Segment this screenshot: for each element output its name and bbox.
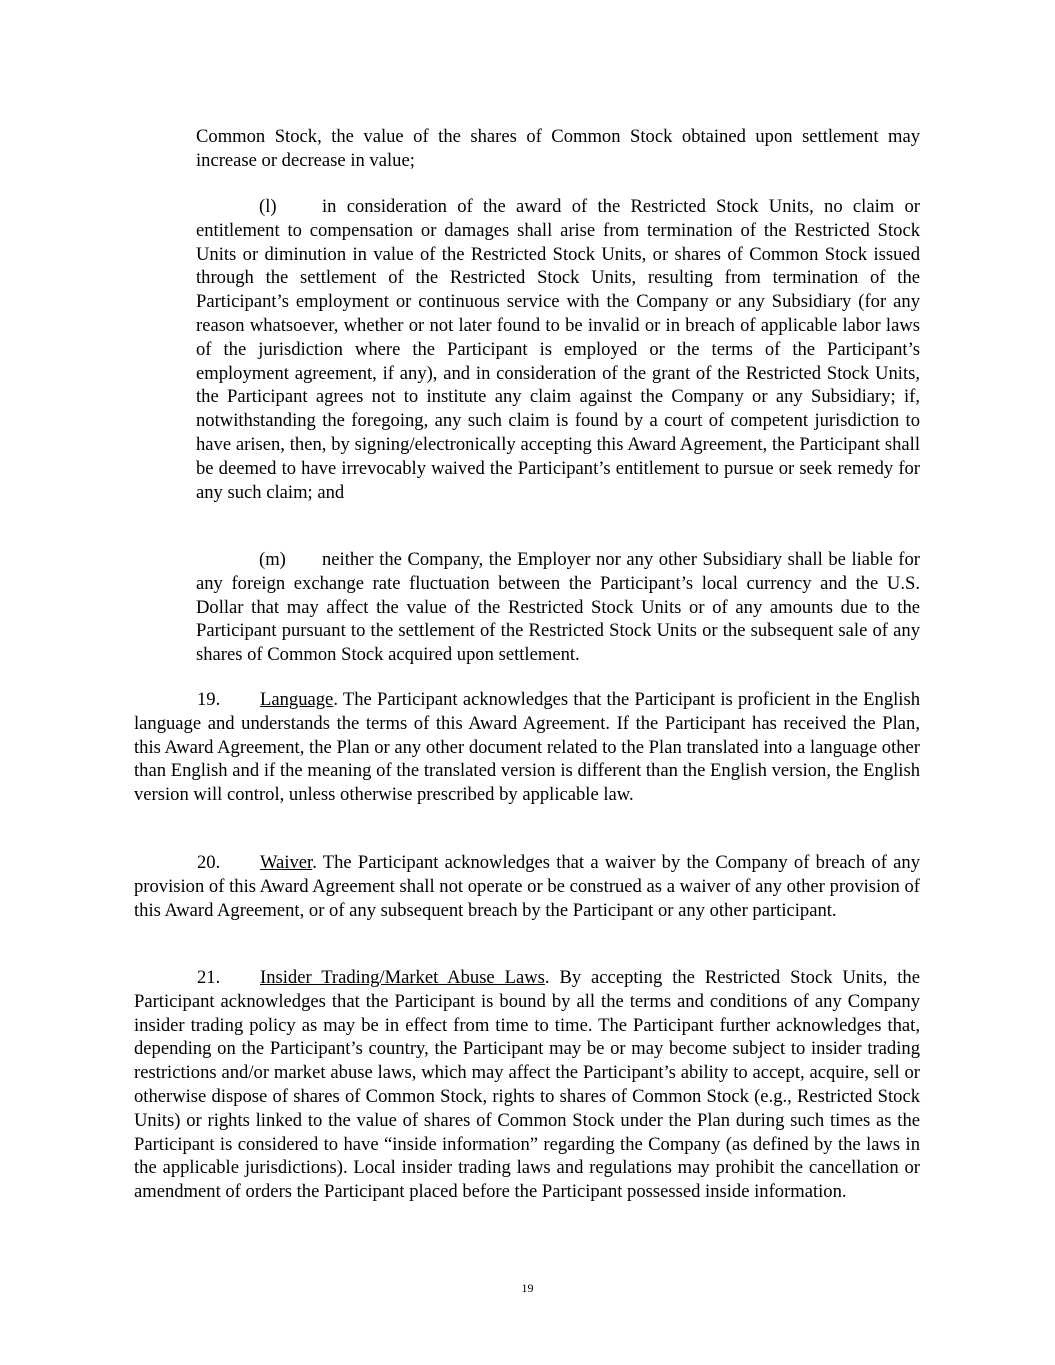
section-19-number: 19. (197, 689, 221, 710)
item-l-label: (l) (259, 196, 277, 217)
section-20-number: 20. (197, 852, 221, 873)
item-m-paragraph (196, 548, 920, 667)
section-20-text: . The Participant acknowledges that a waiver by the Company of breach of any provision of this Award Agreement shall not operate or be construed as a waiver of any other provision of this Award Agreement, or of any subsequent breach by the Participant or any other participant. (134, 852, 920, 921)
section-21-number: 21. (197, 967, 221, 988)
page-number: 19 (521, 1281, 534, 1295)
continuation-text: Common Stock, the value of the shares of Common Stock obtained upon settlement may increase or decrease in value; (196, 126, 920, 171)
section-21-paragraph (134, 966, 920, 1204)
item-m-text: neither the Company, the Employer nor any other Subsidiary shall be liable for any foreign exchange rate fluctuation between the Participant’s local currency and the U.S. Dollar that may affect the value of the Restricted Stock Units or of any amounts due to the Participant pursuant to the settlement of the Restricted Stock Units or the subsequent sale of any shares of Common Stock acquired upon settlement. (196, 549, 920, 666)
section-19-heading: Language (260, 689, 334, 710)
section-21-text: . By accepting the Restricted Stock Units, the Participant acknowledges that the Participant is bound by all the terms and conditions of any Company insider trading policy as may be in effect from time to time. The Participant further acknowledges that, depending on the Participant’s country, the Participant may be or may become subject to insider trading restrictions and/or market abuse laws, which may affect the Participant’s ability to accept, acquire, sell or otherwise dispose of shares of Common Stock, rights to shares of Common Stock (e.g., Restricted Stock Units) or rights linked to the value of shares of Common Stock under the Plan during such times as the Participant is considered to have “inside information” regarding the Company (as defined by the laws in the applicable jurisdictions). Local insider trading laws and regulations may prohibit the cancellation or amendment of orders the Participant placed before the Participant possessed inside information. (134, 967, 920, 1203)
item-l-text: in consideration of the award of the Restricted Stock Units, no claim or entitlement to compensation or damages shall arise from termination of the Restricted Stock Units or diminution in value of the Restricted Stock Units, or shares of Common Stock issued through the settlement of the Restricted Stock Units, resulting from termination of the Participant’s employment or continuous service with the Company or any Subsidiary (for any reason whatsoever, whether or not later found to be invalid or in breach of applicable labor laws of the jurisdiction where the Participant is employed or the terms of the Participant’s employment agreement, if any), and in consideration of the grant of the Restricted Stock Units, the Participant agrees not to institute any claim against the Company or any Subsidiary; if, notwithstanding the foregoing, any such claim is found by a court of competent jurisdiction to have arisen, then, by signing/electronically accepting this Award Agreement, the Participant shall be deemed to have irrevocably waived the Participant’s entitlement to pursue or seek remedy for any such claim; and (196, 196, 920, 503)
item-m-label: (m) (259, 549, 286, 570)
item-l-paragraph (196, 195, 920, 504)
continuation-paragraph (196, 125, 920, 173)
section-20-heading: Waiver (260, 852, 313, 873)
section-20-paragraph (134, 851, 920, 922)
section-21-heading: Insider Trading/Market Abuse Laws (260, 967, 545, 988)
section-19-paragraph (134, 688, 920, 807)
section-19-text: . The Participant acknowledges that the Participant is proficient in the English language and understands the terms of this Award Agreement. If the Participant has received the Plan, this Award Agreement, the Plan or any other document related to the Plan translated into a language other than English and if the meaning of the translated version is different than the English version, the English version will control, unless otherwise prescribed by applicable law. (134, 689, 920, 806)
